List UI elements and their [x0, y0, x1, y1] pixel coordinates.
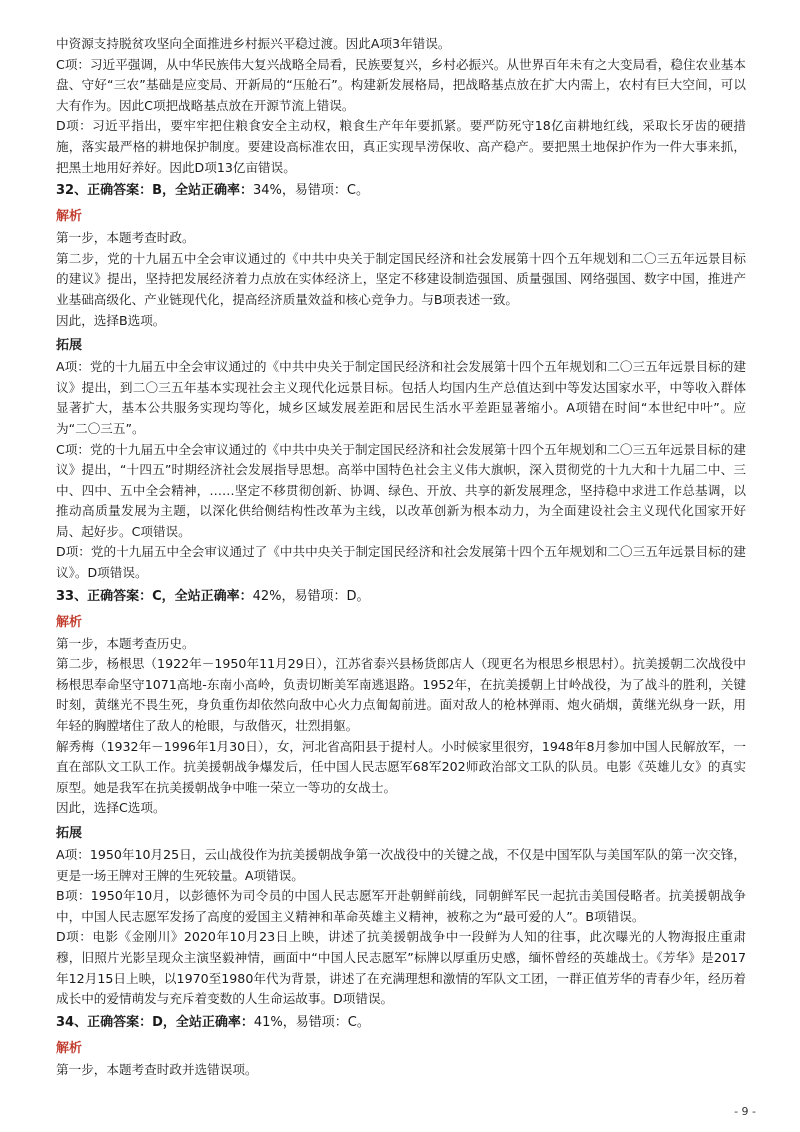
analysis-heading: 解析: [56, 614, 83, 630]
answer-head: 34、正确答案：D，全站正确率：: [56, 1014, 254, 1030]
paragraph: B项：1950年10月，以彭德怀为司令员的中国人民志愿军开赴朝鲜前线，同朝鲜军民一起抗击美国侵略者。抗美援朝战争中，中国人民志愿军发扬了高度的爱国主义精神和革命英雄主义精神，被称之为“最可爱的人”。B项错误。: [56, 888, 746, 924]
paragraph: 第二步，党的十九届五中全会审议通过的《中共中央关于制定国民经济和社会发展第十四个五年规划和二〇三五年远景目标的建议》提出，坚持把发展经济着力点放在实体经济上，坚定不移建设制造强国、质量强国、网络强国、数字中国，推进产业基础高级化、产业链现代化，提高经济质量效益和核心竞争力。与B项表述一致。: [56, 250, 746, 307]
paragraph: 第一步，本题考查时政并选错误项。: [56, 1061, 258, 1077]
paragraph: D项：党的十九届五中全会审议通过了《中共中央关于制定国民经济和社会发展第十四个五年规划和二〇三五年远景目标的建议》。D项错误。: [56, 544, 746, 581]
answer-head: 33、正确答案：C，全站正确率：: [56, 588, 253, 604]
paragraph: 因此，选择C选项。: [56, 800, 166, 816]
answer-stats: 34%，易错项：C。: [253, 183, 369, 199]
answer-stats: 41%，易错项：C。: [253, 1014, 370, 1030]
document-body: [56, 34, 746, 1080]
answer-stats: 42%，易错项：D。: [252, 588, 370, 604]
paragraph: D项：电影《金刚川》2020年10月23日上映，讲述了抗美援朝战争中一段鲜为人知的往事，此次曝光的人物海报庄重肃穆，旧照片光影呈现众主演坚毅神情，画面中“中国人民志愿军”标牌以厚重历史感，缅怀曾经的英雄战士。《芳华》是2017年12月15日上映，以1970至1980年代为背景，讲述了在充满理想和激情的军队文工团，一群正值芳华的青春少年，经历着成长中的爱情萌发与充斥着变数的人生命运故事。D项错误。: [56, 929, 746, 1007]
paragraph: 第二步，杨根思（1922年－1950年11月29日），江苏省泰兴县杨货郎店人（现更名为根思乡根思村）。抗美援朝二次战役中杨根思奉命坚守1071高地-东南小高岭，负责切断美军南逃退路。1952年，在抗美援朝上甘岭战役，为了战斗的胜利，关键时刻，黄继光不畏生死，身负重伤却依然向敌中心火力点匍匐前进。面对敌人的枪林弹雨、炮火硝烟，黄继光纵身一跃，用年轻的胸膛堵住了敌人的枪眼，与敌偕灭，壮烈捐躯。: [56, 656, 746, 734]
paragraph: A项：党的十九届五中全会审议通过的《中共中央关于制定国民经济和社会发展第十四个五年规划和二〇三五年远景目标的建议》提出，到二〇三五年基本实现社会主义现代化远景目标。包括人均国内生产总值达到中等发达国家水平，中等收入群体显著扩大，基本公共服务实现均等化，城乡区域发展差距和居民生活水平差距显著缩小。A项错在时间“本世纪中叶”。应为“二〇三五”。: [56, 359, 746, 436]
paragraph: C项：习近平强调，从中华民族伟大复兴战略全局看，民族要复兴，乡村必振兴。从世界百年未有之大变局看，稳住农业基本盘、守好“三农”基础是应变局、开新局的“压舱石”。构建新发展格局，把战略基点放在扩大内需上，农村有巨大空间，可以大有作为。因此C项把战略基点放在开源节流上错误。: [56, 56, 746, 113]
paragraph: 第一步，本题考查历史。: [56, 635, 195, 651]
paragraph: 第一步，本题考查时政。: [56, 230, 195, 246]
answer-line: [56, 180, 746, 202]
paragraph: C项：党的十九届五中全会审议通过的《中共中央关于制定国民经济和社会发展第十四个五年规划和二〇三五年远景目标的建议》提出，“十四五”时期经济社会发展指导思想。高举中国特色社会主义伟大旗帜，深入贯彻党的十九大和十九届二中、三中、四中、五中全会精神，……坚定不移贯彻创新、协调、绿色、开放、共享的新发展理念，坚持稳中求进工作总基调，以推动高质量发展为主题，以深化供给侧结构性改革为主线，以改革创新为根本动力，为全面建设社会主义现代化国家开好局、起好步。C项错误。: [56, 441, 746, 539]
paragraph: 解秀梅（1932年－1996年1月30日），女，河北省高阳县于提村人。小时候家里很穷，1948年8月参加中国人民解放军，一直在部队文工队工作。抗美援朝战争爆发后，任中国人民志愿军68军202师政治部文工队的队员。电影《英雄儿女》的真实原型。她是我军在抗美援朝战争中唯一荣立一等功的女战士。: [56, 738, 746, 795]
answer-head: 32、正确答案：B，全站正确率：: [56, 183, 253, 199]
page-number: - 9 -: [734, 1105, 756, 1118]
paragraph: A项：1950年10月25日，云山战役作为抗美援朝战争第一次战役中的关键之战，不仅是中国军队与美国军队的第一次交锋，更是一场王牌对王牌的生死较量。A项错误。: [56, 847, 746, 883]
paragraph: D项：习近平指出，要牢牢把住粮食安全主动权，粮食生产年年要抓紧。要严防死守18亿亩耕地红线，采取长牙齿的硬措施，落实最严格的耕地保护制度。要建设高标准农田，真正实现旱涝保收、高产稳产。要把黑土地保护作为一件大事来抓，把黑土地用好养好。因此D项13亿亩错误。: [56, 118, 746, 175]
extension-heading: 拓展: [56, 338, 83, 354]
analysis-heading: 解析: [56, 209, 83, 225]
extension-heading: 拓展: [56, 826, 83, 841]
paragraph: 因此，选择B选项。: [56, 312, 166, 328]
analysis-heading: 解析: [56, 1040, 83, 1056]
answer-line: [56, 1012, 746, 1034]
answer-line: [56, 586, 746, 608]
paragraph: 中资源支持脱贫攻坚向全面推进乡村振兴平稳过渡。因此A项3年错误。: [56, 36, 451, 51]
